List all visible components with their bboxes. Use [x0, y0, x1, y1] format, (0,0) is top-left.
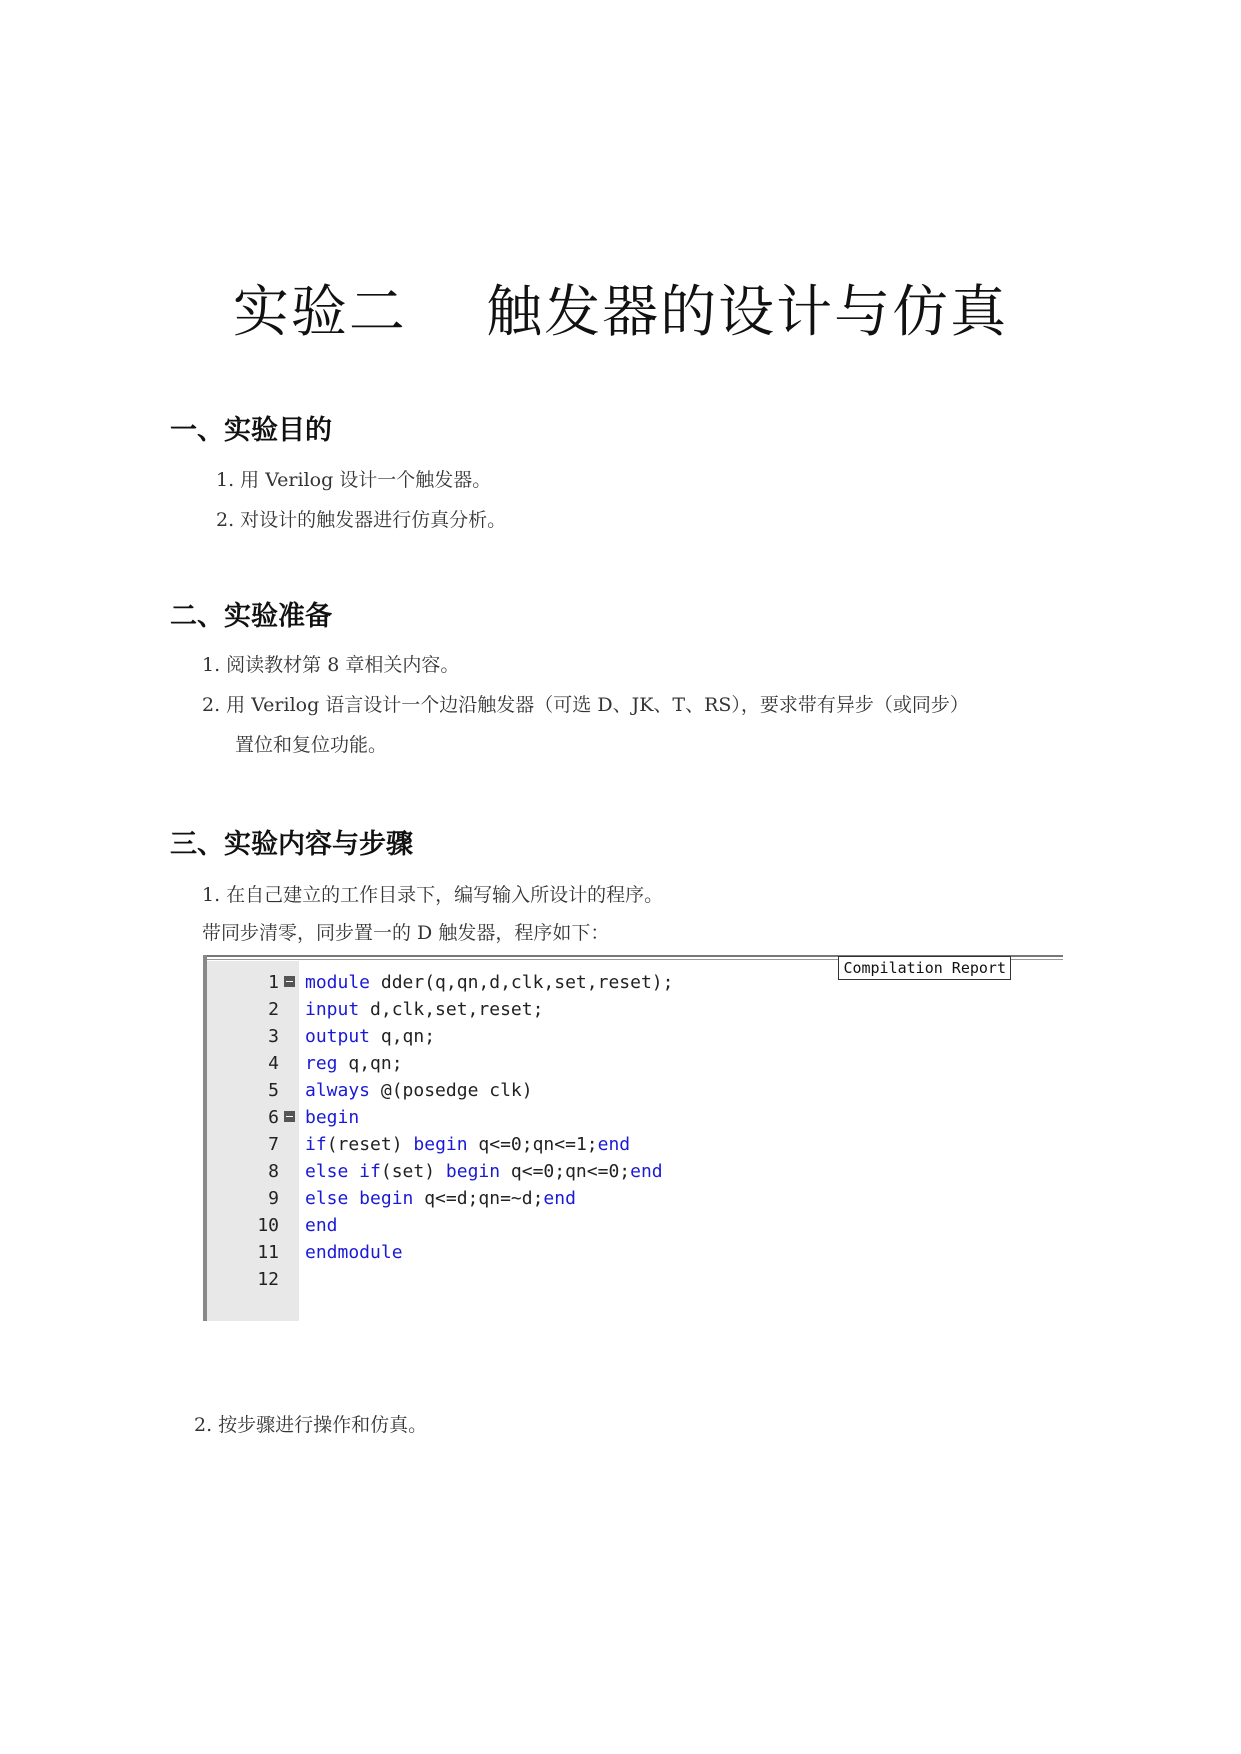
- code-keyword: begin: [413, 1134, 468, 1155]
- line-number: 4: [268, 1053, 279, 1074]
- code-keyword: end: [630, 1161, 663, 1182]
- preparation-item-2: 2. 用 Verilog 语言设计一个边沿触发器（可选 D、JK、T、RS），要求带有异步（或同步）: [202, 694, 969, 716]
- code-keyword: end: [305, 1215, 338, 1236]
- code-token: d,clk,set,reset;: [359, 999, 544, 1020]
- code-line: [207, 1185, 1063, 1212]
- code-keyword: begin: [445, 1161, 501, 1182]
- section-heading-preparation: 二、实验准备: [170, 601, 332, 632]
- line-number: 12: [257, 1269, 279, 1290]
- fold-collapse-icon[interactable]: [284, 1111, 295, 1122]
- line-number: 2: [268, 999, 279, 1020]
- code-line: [207, 1212, 1063, 1239]
- preparation-item-2-continued: 置位和复位功能。: [235, 734, 388, 756]
- code-line: [207, 1239, 1063, 1266]
- code-line: [207, 1266, 1063, 1293]
- code-keyword: input: [305, 999, 360, 1020]
- code-token: (reset): [326, 1134, 414, 1155]
- code-keyword: end: [543, 1188, 576, 1209]
- line-number: 7: [268, 1134, 279, 1155]
- code-keyword: else begin: [305, 1188, 414, 1209]
- code-line: [207, 996, 1063, 1023]
- line-number: 6: [268, 1107, 279, 1128]
- preparation-item-1: 1. 阅读教材第 8 章相关内容。: [202, 654, 460, 676]
- code-line: [207, 969, 1063, 996]
- line-number: 1: [268, 972, 279, 993]
- code-text: [305, 1212, 338, 1239]
- code-text: [305, 1158, 663, 1185]
- code-text: [305, 1104, 359, 1131]
- purpose-item-2: 2. 对设计的触发器进行仿真分析。: [216, 509, 507, 531]
- code-keyword: reg: [305, 1053, 338, 1074]
- code-text: [305, 1077, 533, 1104]
- code-text: [305, 1239, 403, 1266]
- code-keyword: if: [305, 1134, 327, 1155]
- section-heading-purpose: 一、实验目的: [170, 415, 332, 446]
- code-text: [305, 1023, 435, 1050]
- procedure-item-2: 2. 按步骤进行操作和仿真。: [194, 1414, 428, 1436]
- page-title: 实验二 触发器的设计与仿真: [232, 280, 1009, 345]
- code-token: q<=d;qn=~d;: [413, 1188, 544, 1209]
- code-token: (set): [380, 1161, 446, 1182]
- code-token: dder(q,qn,d,clk,set,reset);: [370, 972, 674, 993]
- code-text: [305, 1050, 403, 1077]
- fold-collapse-icon[interactable]: [284, 976, 295, 987]
- procedure-code-intro: 带同步清零，同步置一的 D 触发器，程序如下：: [202, 922, 610, 944]
- line-number: 5: [268, 1080, 279, 1101]
- code-text: [305, 996, 543, 1023]
- code-line: [207, 1131, 1063, 1158]
- code-line: [207, 1104, 1063, 1131]
- code-line: [207, 1158, 1063, 1185]
- code-text: [305, 1185, 576, 1212]
- line-number: 11: [257, 1242, 279, 1263]
- code-keyword: output: [305, 1026, 371, 1047]
- purpose-item-1: 1. 用 Verilog 设计一个触发器。: [216, 469, 492, 491]
- code-keyword: end: [597, 1134, 631, 1155]
- line-number: 8: [268, 1161, 279, 1182]
- procedure-item-1: 1. 在自己建立的工作目录下，编写输入所设计的程序。: [202, 884, 664, 906]
- code-keyword: always: [305, 1080, 371, 1101]
- code-token: q<=0;qn<=1;: [467, 1134, 598, 1155]
- section-heading-procedure: 三、实验内容与步骤: [170, 829, 413, 860]
- compilation-report-tab[interactable]: Compilation Report: [838, 956, 1011, 980]
- code-token: @(posedge clk): [370, 1080, 533, 1101]
- line-number: 10: [257, 1215, 279, 1236]
- line-number: 3: [268, 1026, 279, 1047]
- code-line: [207, 1050, 1063, 1077]
- line-number: 9: [268, 1188, 279, 1209]
- code-lines: [207, 969, 1063, 1293]
- code-token: q,qn;: [337, 1053, 403, 1074]
- code-keyword: endmodule: [305, 1242, 403, 1263]
- code-token: q<=0;qn<=0;: [500, 1161, 631, 1182]
- code-line: [207, 1023, 1063, 1050]
- code-keyword: else if: [305, 1161, 381, 1182]
- code-text: [305, 969, 673, 996]
- code-editor-screenshot: [203, 955, 1063, 1321]
- code-token: q,qn;: [370, 1026, 436, 1047]
- code-line: [207, 1077, 1063, 1104]
- code-keyword: begin: [305, 1107, 360, 1128]
- code-text: [305, 1131, 630, 1158]
- code-keyword: module: [305, 972, 371, 993]
